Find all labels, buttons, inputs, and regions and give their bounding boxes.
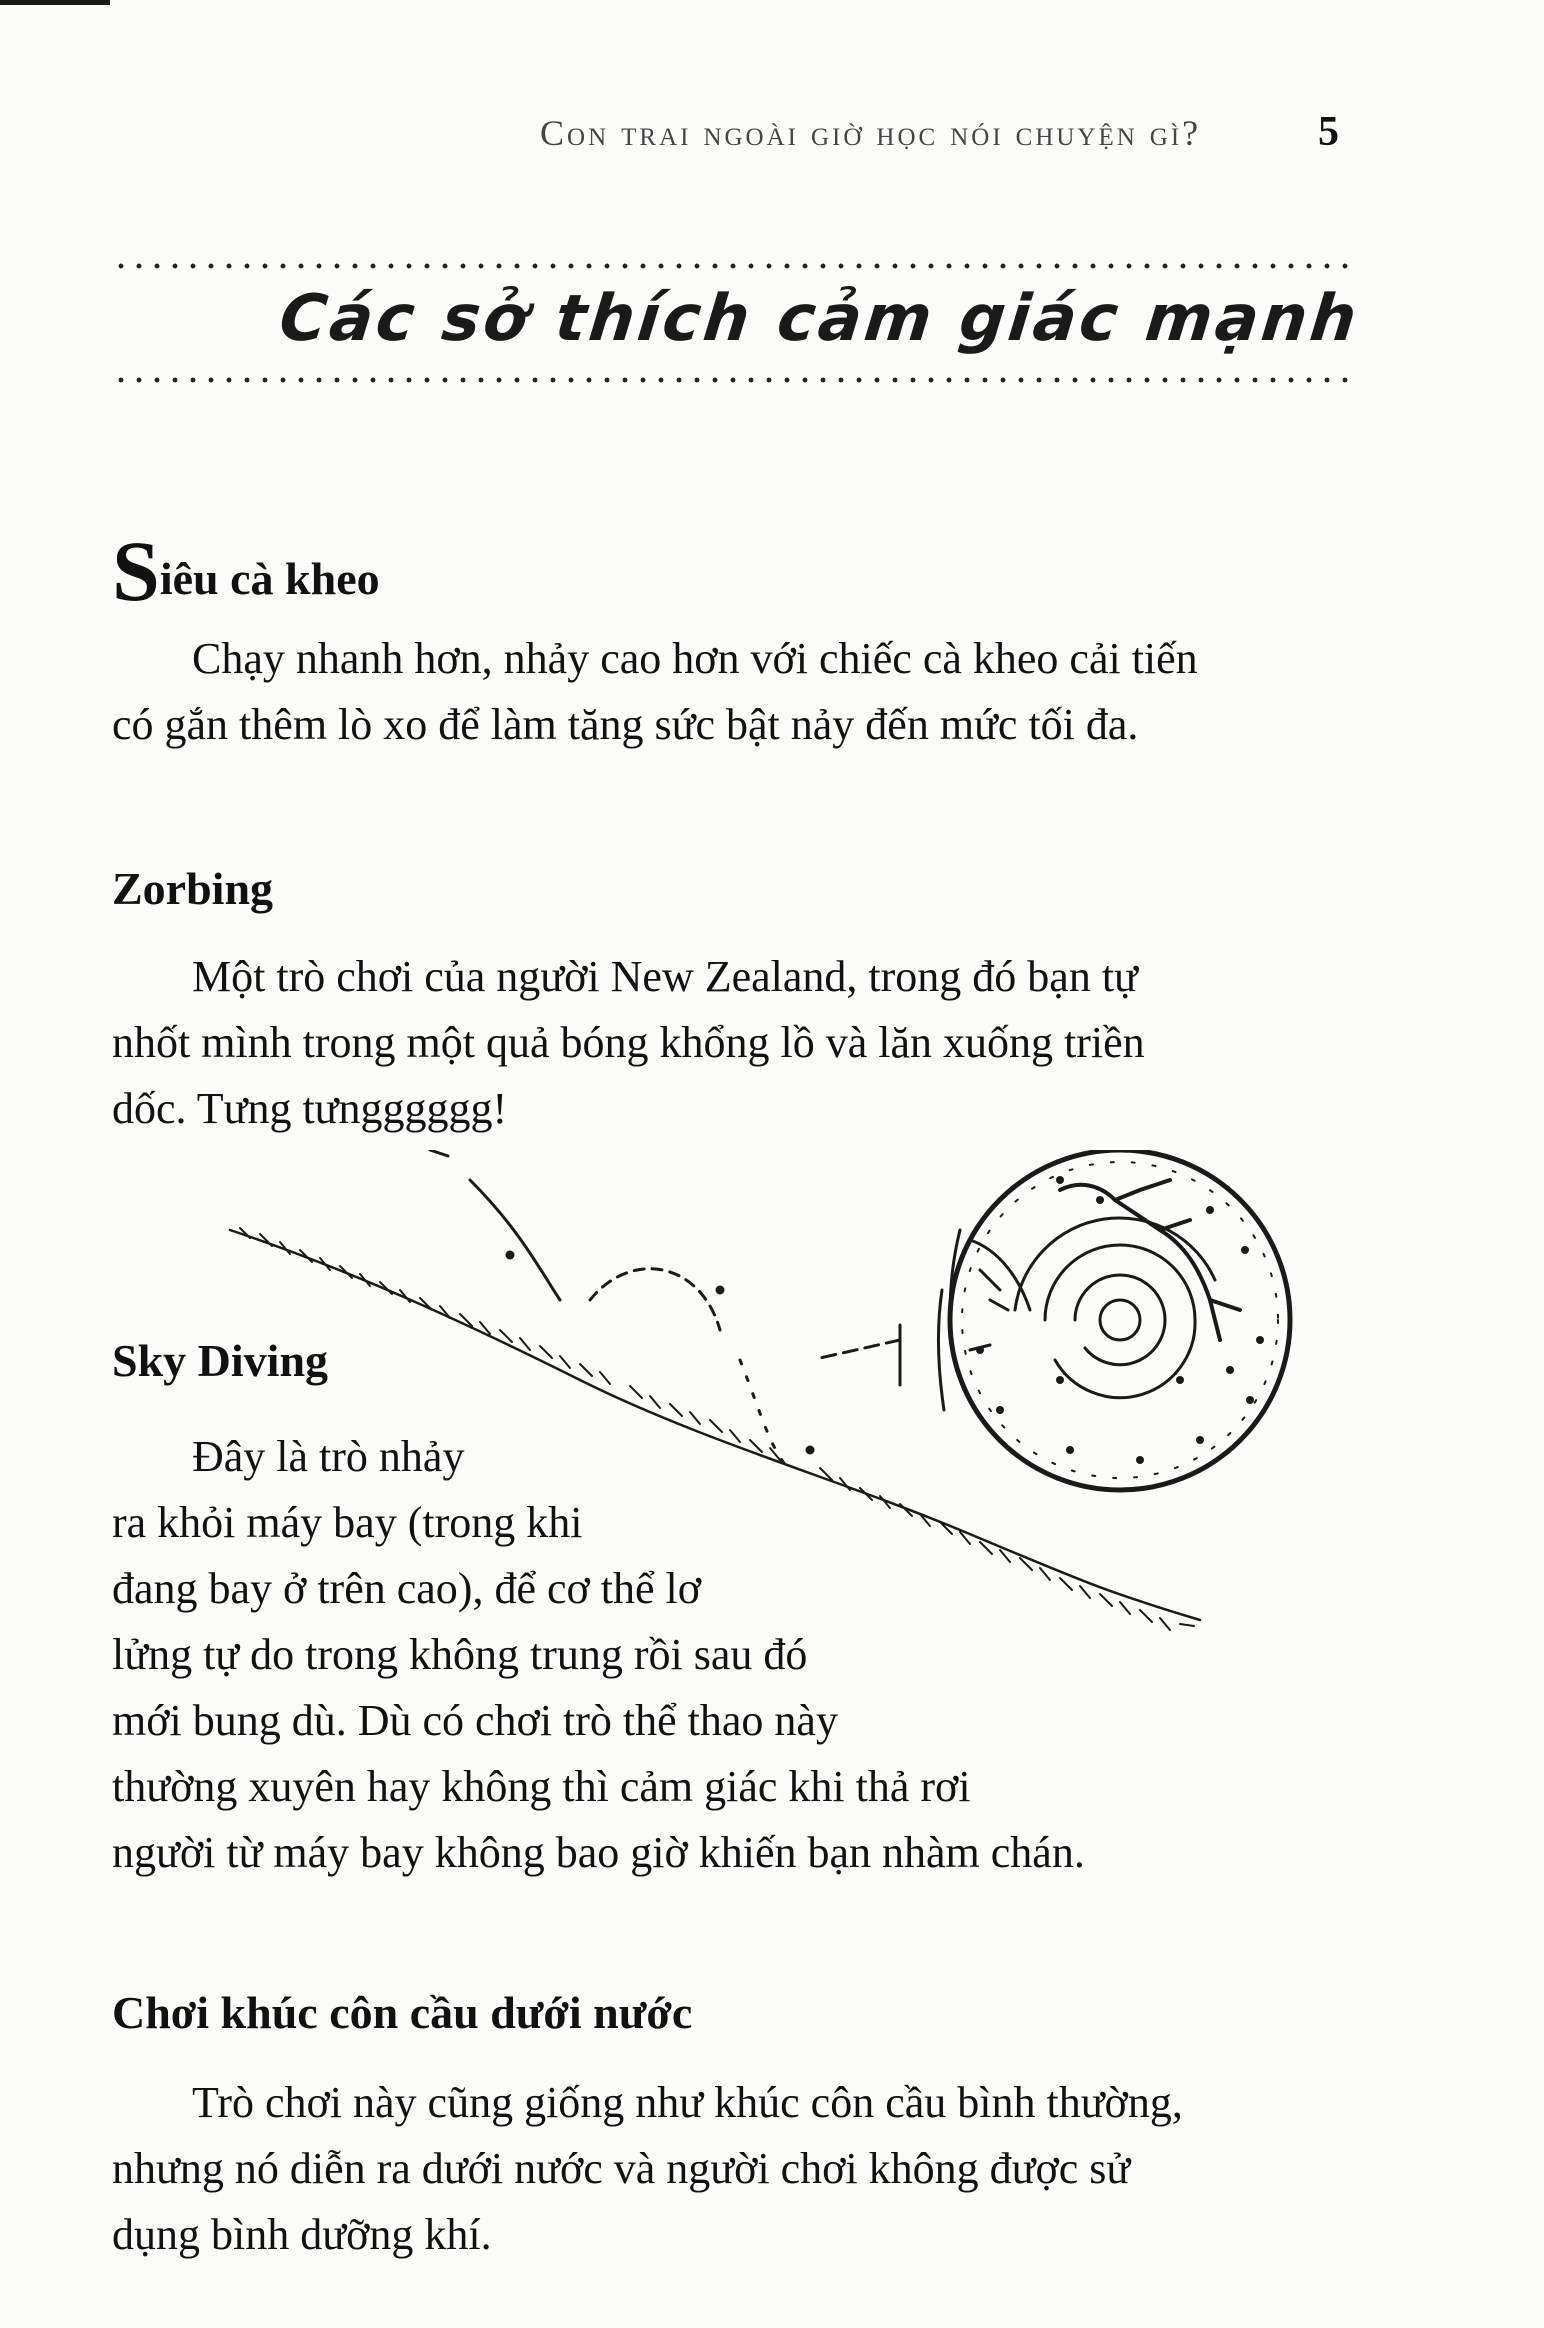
section-body-zorbing [112, 944, 1362, 1142]
body-line: đang bay ở trên cao), để cơ thể lơ [112, 1564, 702, 1613]
body-line: người từ máy bay không bao giờ khiến bạn nhàm chán. [112, 1828, 1085, 1877]
page-edge-bar [0, 0, 110, 5]
body-line: nhốt mình trong một quả bóng khổng lồ và lăn xuống triền [112, 1018, 1145, 1067]
section-title-rest: iêu cà kheo [159, 553, 380, 604]
chapter-title: Các sở thích cảm giác mạnh [276, 282, 1363, 356]
body-line: Trò chơi này cũng giống như khúc côn cầu bình thường, [192, 2078, 1183, 2127]
body-line: lửng tự do trong không trung rồi sau đó [112, 1630, 808, 1679]
body-line: mới bung dù. Dù có chơi trò thể thao này [112, 1696, 838, 1745]
section-title-super-stilts [112, 523, 380, 619]
running-header-title: Con trai ngoài giờ học nói chuyện gì? [540, 113, 1202, 153]
body-line: dốc. Tưng tưngggggg! [112, 1084, 508, 1133]
section-body-sky-diving [112, 1424, 1362, 1886]
page-number: 5 [1318, 109, 1339, 155]
body-line: Chạy nhanh hơn, nhảy cao hơn với chiếc cà kheo cải tiến [192, 634, 1198, 683]
section-body-underwater-hockey [112, 2070, 1372, 2268]
body-line: thường xuyên hay không thì cảm giác khi thả rơi [112, 1762, 971, 1811]
body-line: có gắn thêm lò xo để làm tăng sức bật nảy đến mức tối đa. [112, 700, 1139, 749]
section-title-sky-diving: Sky Diving [112, 1335, 329, 1386]
dotted-divider-top [112, 262, 1352, 270]
body-line: ra khỏi máy bay (trong khi [112, 1498, 583, 1547]
dotted-divider-bottom [112, 376, 1352, 384]
body-line: Một trò chơi của người New Zealand, trong đó bạn tự [192, 952, 1138, 1001]
body-line: dụng bình dưỡng khí. [112, 2210, 492, 2259]
section-title-underwater-hockey: Chơi khúc côn cầu dưới nước [112, 1987, 693, 2038]
drop-cap-letter: S [112, 523, 160, 619]
body-line: Đây là trò nhảy [192, 1432, 465, 1481]
section-body-super-stilts [112, 626, 1372, 758]
section-title-zorbing: Zorbing [112, 863, 274, 914]
body-line: nhưng nó diễn ra dưới nước và người chơi không được sử [112, 2144, 1131, 2193]
